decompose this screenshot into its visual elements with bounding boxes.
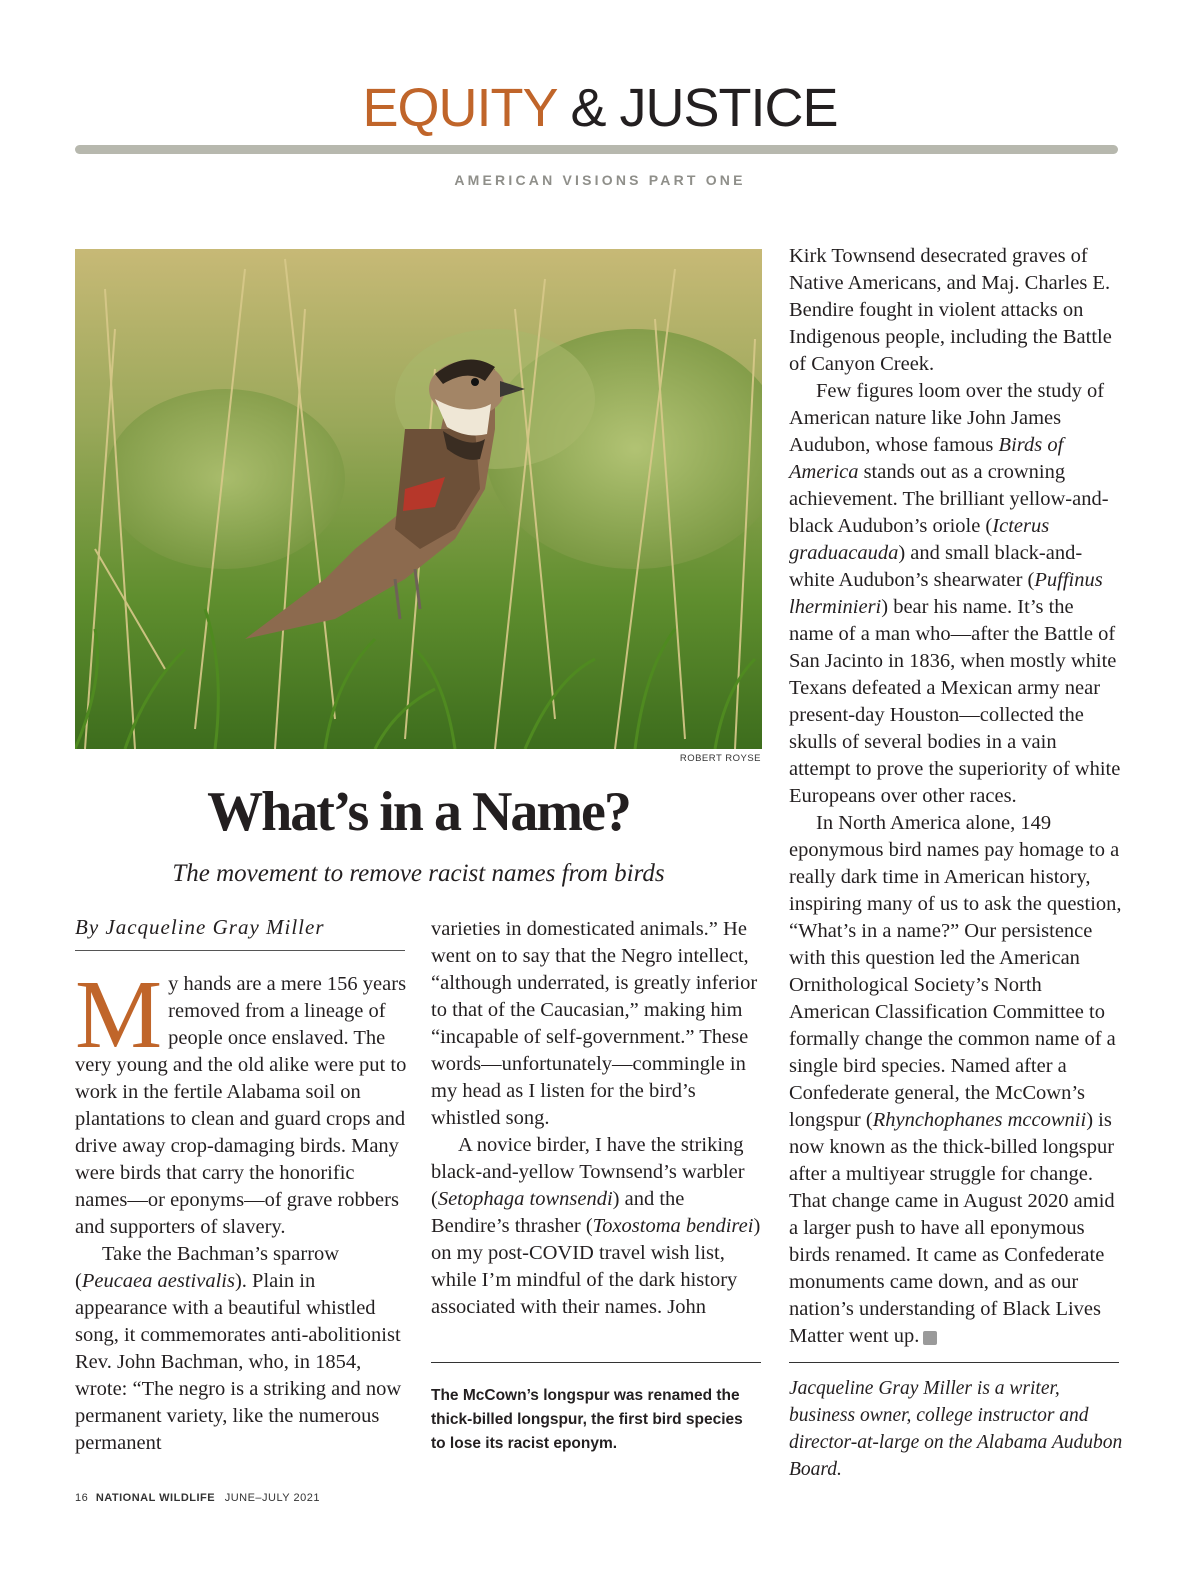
paragraph-text: Kirk Townsend desecrated graves of Native Americans, and Maj. Charles E. Bendire fought in violent attacks on Indigenous people, including the Battle of Canyon Creek.: [789, 245, 1112, 375]
body-column-3: [789, 243, 1122, 1350]
section-title-justice: & JUSTICE: [570, 78, 838, 138]
body-column-2: [431, 916, 766, 1321]
byline-rule: [75, 950, 405, 951]
paragraph-text: y hands are a mere 156 years removed from a lineage of people once enslaved. The very young and the old alike were put to work in the fertile Alabama soil on plantations to clean and guard crops and drive away crop-damaging birds. Many were birds that carry the honorific names—or eponyms—of grave robbers and supporters of slavery.: [75, 973, 407, 1238]
paragraph-text: A novice birder, I have the striking black-and-yellow Townsend’s warbler (: [431, 1134, 745, 1210]
page-footer: [75, 1492, 320, 1504]
bio-rule: [789, 1362, 1119, 1363]
species-name: Setophaga townsendi: [437, 1188, 613, 1210]
paragraph: [431, 1132, 766, 1321]
body-column-1: [75, 961, 408, 1457]
paragraph-text: stands out as a crowning achievement. The brilliant yellow-and-black Audubon’s oriole (: [789, 461, 1109, 537]
species-name: Rhynchophanes mccownii: [872, 1109, 1087, 1131]
drop-cap: M: [75, 961, 163, 1069]
paragraph-text: In North America alone, 149 eponymous bird names pay homage to a really dark time in American history, inspiring many of us to ask the question, “What’s in a name?” Our persistence with this question led the American Ornithological Society’s North American Classification Committee to formally change the common name of a single bird species. Named after a Confederate general, the McCown’s longspur (: [789, 812, 1122, 1131]
book-title: Birds of America: [789, 434, 1064, 483]
end-mark-icon: W: [923, 1331, 937, 1345]
article-headline: What’s in a Name?: [207, 781, 630, 843]
paragraph: [789, 243, 1122, 378]
article-dek: The movement to remove racist names from birds: [172, 860, 665, 887]
paragraph: [789, 378, 1122, 810]
paragraph: [75, 961, 408, 1241]
page-number: 16: [75, 1492, 89, 1504]
header-rule: [75, 145, 1118, 154]
paragraph-text: Few figures loom over the study of American nature like John James Audubon, whose famous: [789, 380, 1105, 456]
paragraph-text: ) bear his name. It’s the name of a man who—after the Battle of San Jacinto in 1836, when mostly white Texans defeated a Mexican army near present-day Houston—collected the skulls of several bodies in a vain attempt to prove the superiority of white Europeans over other races.: [789, 596, 1121, 807]
paragraph-text: ) on my post-COVID travel wish list, while I’m mindful of the dark history associated with their names. John: [431, 1215, 761, 1318]
section-title: [0, 78, 1200, 138]
species-name: Icterus graduacauda: [789, 515, 1050, 564]
paragraph-text: Take the Bachman’s sparrow (: [75, 1243, 340, 1292]
paragraph: [75, 1241, 408, 1457]
section-title-equity: EQUITY: [362, 78, 557, 138]
paragraph-text: ) and small black-and-white Audubon’s shearwater (: [789, 542, 1083, 591]
paragraph-text: ) is now known as the thick-billed longspur after a multiyear struggle for change. That change came in August 2020 amid a larger push to have all eponymous birds renamed. It came as Confederate monuments came down, and as our nation’s understanding of Black Lives Matter went up.: [789, 1109, 1115, 1347]
paragraph-text: ). Plain in appearance with a beautiful whistled song, it commemorates anti-abolitionist Rev. John Bachman, who, in 1854, wrote: “The negro is a striking and now permanent variety, like the numerous permanent: [75, 1270, 402, 1454]
paragraph-text: varieties in domesticated animals.” He went on to say that the Negro intellect, “although underrated, is greatly inferior to that of the Caucasian,” making him “incapable of self-government.” These words—unfortunately—commingle in my head as I listen for the bird’s whistled song.: [431, 918, 758, 1129]
byline: By Jacqueline Gray Miller: [75, 915, 325, 939]
author-bio: Jacqueline Gray Miller is a writer, business owner, college instructor and director-at-large on the Alabama Audubon Board.: [789, 1378, 1123, 1480]
photo-caption: The McCown’s longspur was renamed the thick-billed longspur, the first bird species to lose its racist eponym.: [431, 1387, 743, 1452]
species-name: Peucaea aestivalis: [81, 1270, 235, 1292]
series-kicker: AMERICAN VISIONS PART ONE: [454, 172, 746, 188]
issue-date: JUNE–JULY 2021: [224, 1492, 320, 1504]
species-name: Puffinus lherminieri: [789, 569, 1103, 618]
photo-credit: ROBERT ROYSE: [679, 753, 761, 764]
paragraph-text: ) and the Bendire’s thrasher (: [431, 1188, 685, 1237]
species-name: Toxostoma bendirei: [592, 1215, 754, 1237]
bird-photo: [75, 249, 762, 749]
longspur-photo-illustration: [75, 249, 762, 749]
paragraph: [789, 810, 1122, 1350]
caption-rule: [431, 1362, 761, 1363]
paragraph: [431, 916, 766, 1132]
publication-name: NATIONAL WILDLIFE: [95, 1492, 216, 1504]
